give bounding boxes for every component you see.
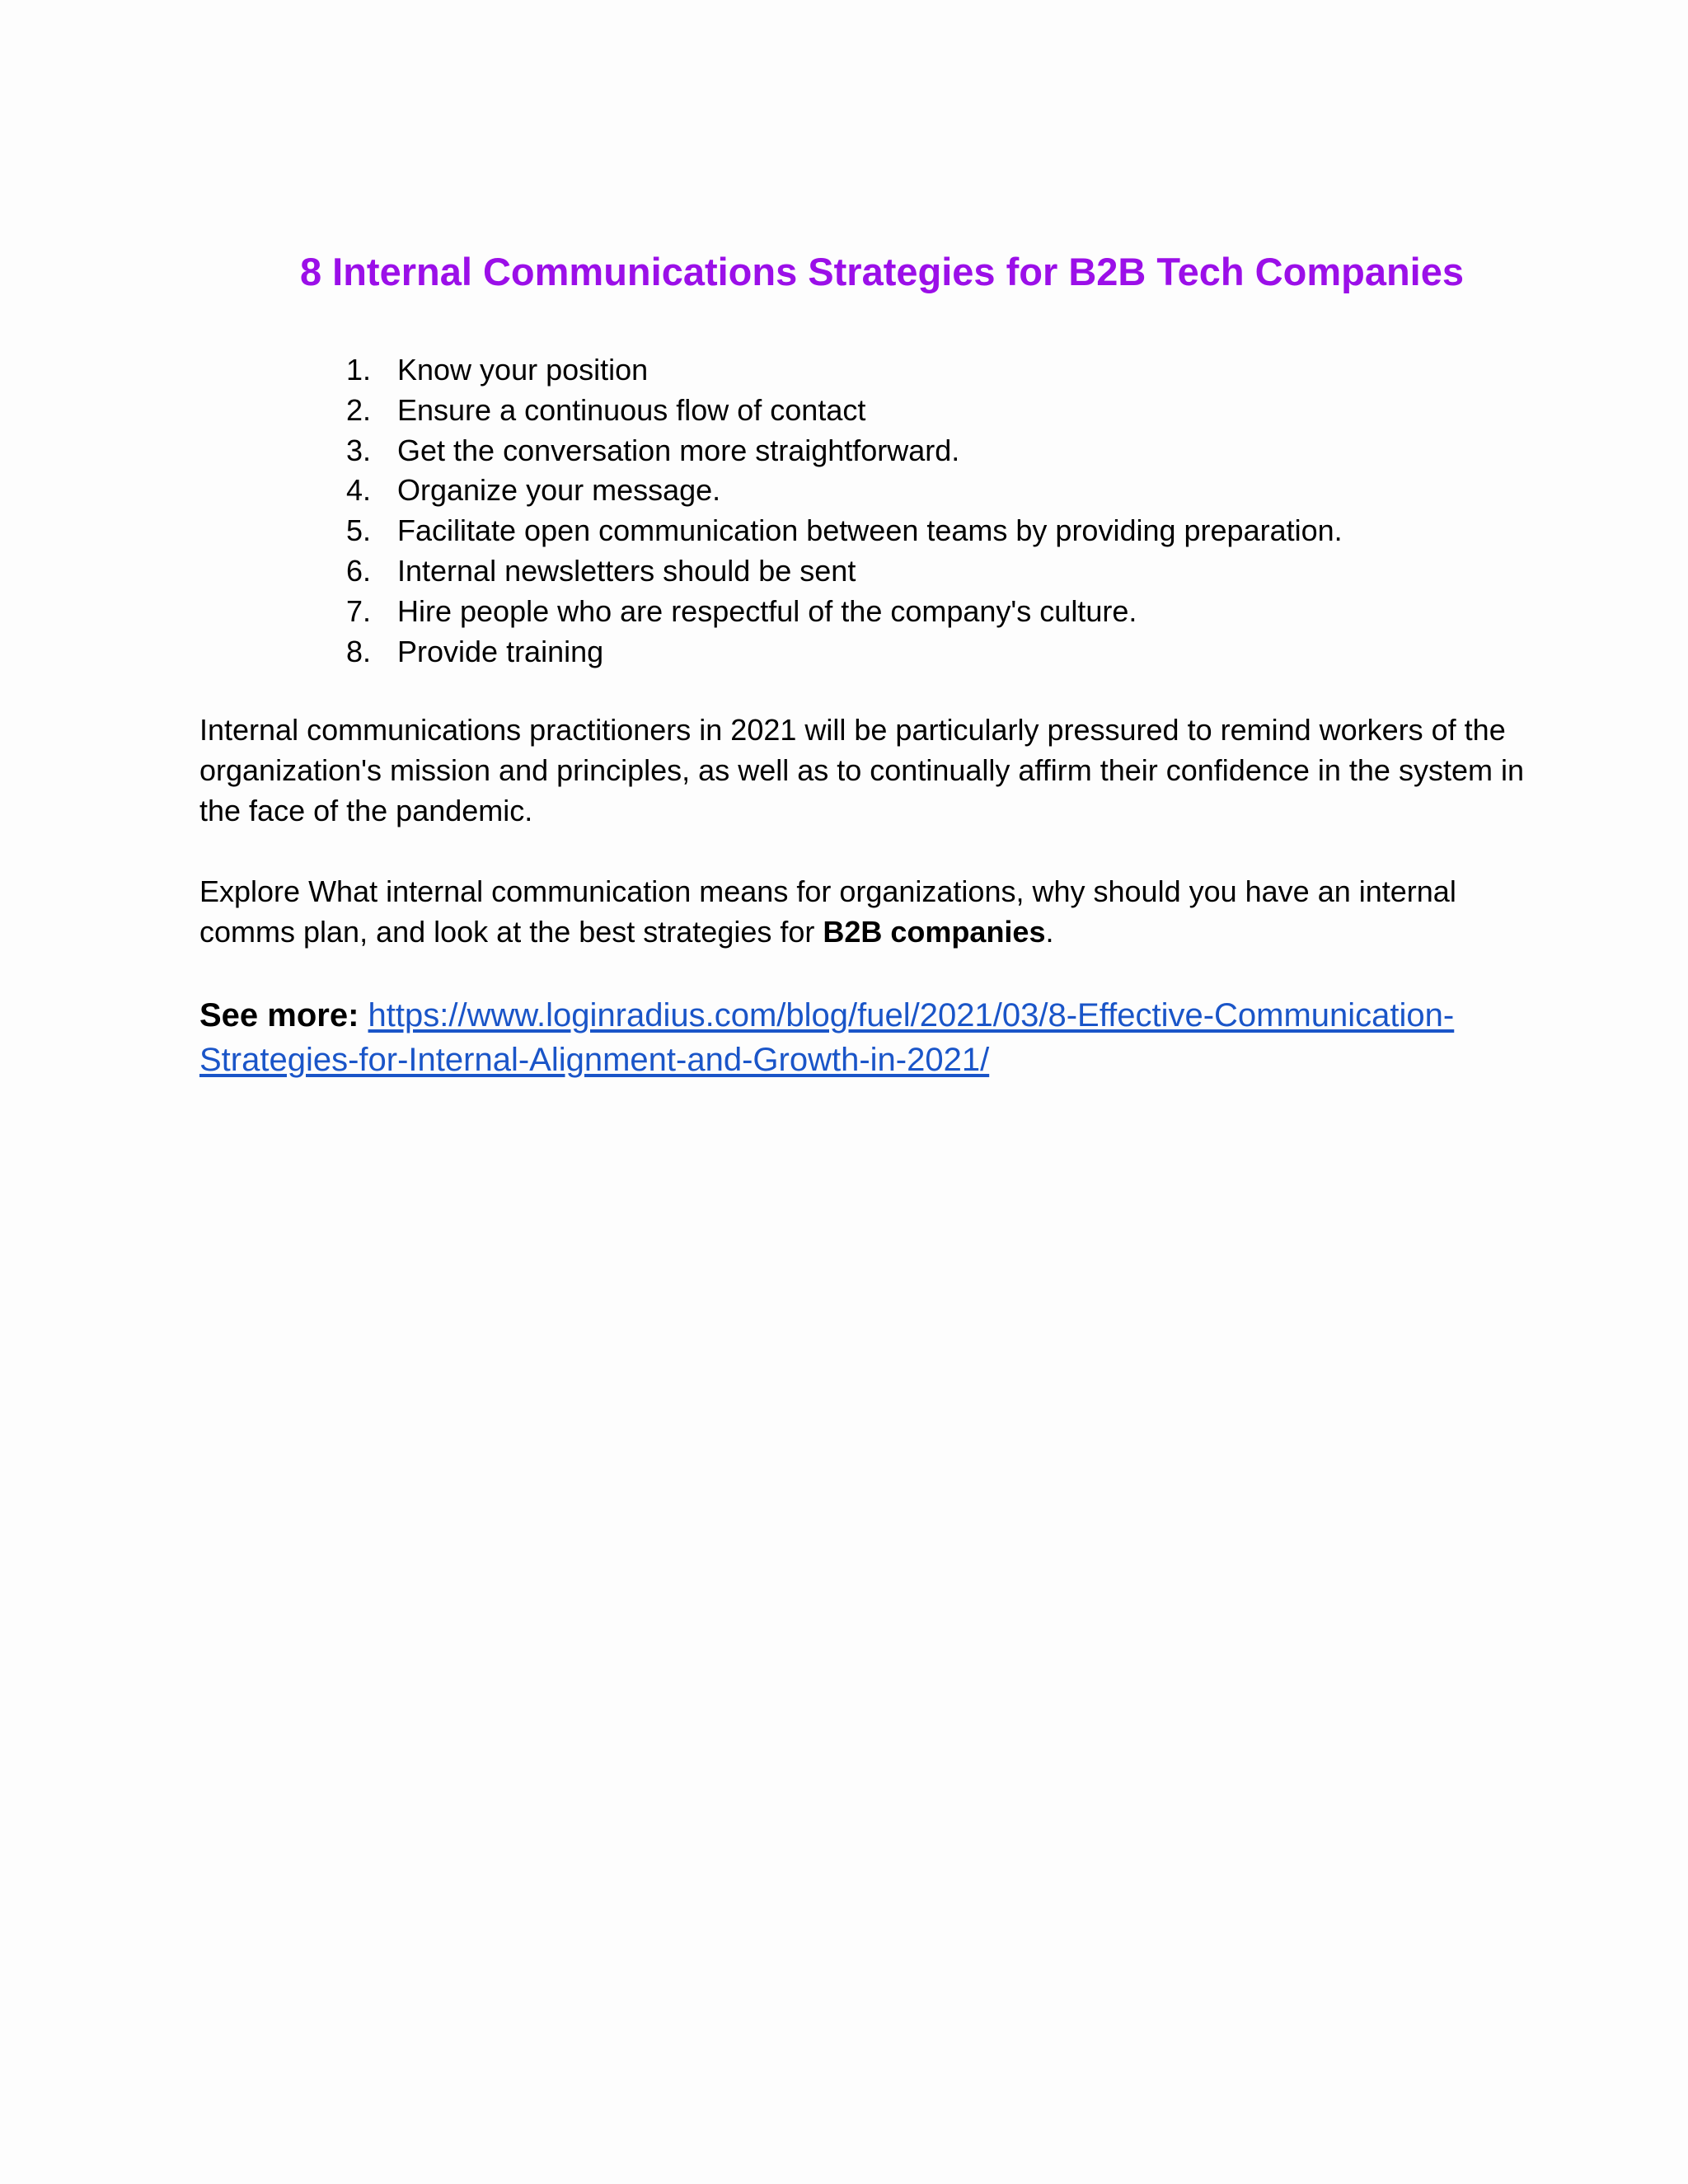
list-item-number: 2.	[346, 392, 372, 427]
b2b-companies-emphasis: B2B companies	[823, 914, 1046, 949]
list-item-number: 3.	[346, 433, 372, 467]
list-item-number: 4.	[346, 473, 372, 508]
explore-trailing-punctuation: .	[1045, 914, 1054, 949]
list-item-text: Get the conversation more straightforward.	[397, 433, 960, 467]
see-more-label: See more:	[199, 997, 359, 1033]
list-item-text: Internal newsletters should be sent	[397, 553, 856, 588]
see-more-link[interactable]: https://www.loginradius.com/blog/fuel/2021/03/8-Effective-Communication-Strategies-for-Internal-Alignment-and-Growth-in-2021/	[199, 997, 1455, 1078]
list-item	[346, 632, 1343, 673]
list-item-number: 8.	[346, 634, 372, 668]
explore-paragraph	[199, 872, 1535, 953]
list-item-number: 1.	[346, 353, 372, 387]
list-item-text: Organize your message.	[397, 473, 721, 508]
explore-text: Explore What internal communication means for organizations, why should you have an internal comms plan, and look at the best strategies for	[199, 874, 1456, 949]
strategy-list	[346, 350, 1343, 672]
list-item-number: 6.	[346, 553, 372, 588]
intro-paragraph: Internal communications practitioners in 2021 will be particularly pressured to remind workers of the organization's mission and principles, as well as to continually affirm their confidence in the system in the face of the pandemic.	[199, 713, 1524, 827]
list-item-text: Provide training	[397, 634, 604, 668]
list-item	[346, 511, 1343, 551]
list-item	[346, 431, 1343, 471]
document-title: 8 Internal Communications Strategies for B2B Tech Companies	[299, 250, 1465, 293]
see-more-line	[199, 993, 1535, 1082]
list-item-number: 7.	[346, 593, 372, 628]
list-item-text: Ensure a continuous flow of contact	[397, 392, 866, 427]
list-item	[346, 471, 1343, 511]
list-item-text: Facilitate open communication between teams by providing preparation.	[397, 513, 1343, 548]
list-item-text: Hire people who are respectful of the company's culture.	[397, 593, 1137, 628]
list-item-number: 5.	[346, 513, 372, 548]
list-item	[346, 592, 1343, 632]
list-item-text: Know your position	[397, 353, 649, 387]
list-item	[346, 350, 1343, 391]
list-item	[346, 551, 1343, 592]
list-item	[346, 391, 1343, 431]
